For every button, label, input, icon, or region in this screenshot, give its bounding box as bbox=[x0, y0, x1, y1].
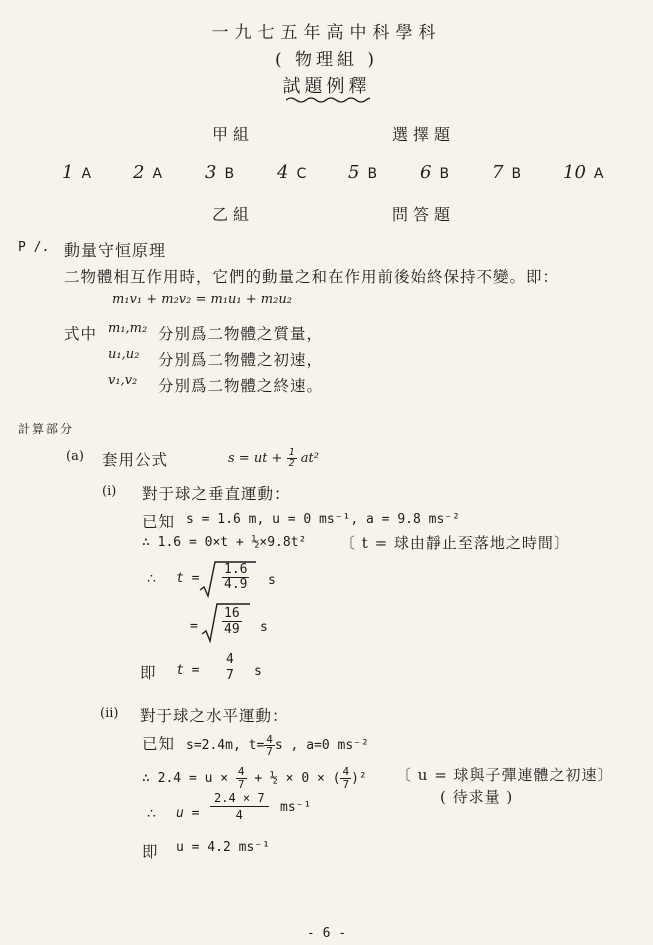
p1-where-prefix: 式中 bbox=[64, 325, 98, 343]
part-a-formula bbox=[228, 448, 319, 469]
part-ii-u-den: 4 bbox=[235, 808, 243, 822]
sqrt-1-den: 4.9 bbox=[224, 577, 248, 592]
part-i-ji: 即 bbox=[140, 664, 157, 682]
part-a-text: 套用公式 bbox=[102, 451, 169, 469]
sqrt-1-fraction bbox=[222, 563, 249, 592]
part-ii-step1-note2: ( 待求量 ) bbox=[440, 788, 514, 806]
sqrt-2-num: 16 bbox=[224, 606, 240, 621]
part-ii-label: (ii) bbox=[100, 706, 119, 721]
section-a-left-label: 甲組 bbox=[212, 125, 255, 144]
answer-10: 10 A bbox=[563, 162, 604, 183]
part-i-final-den: 7 bbox=[226, 668, 234, 683]
part-i-label: (i) bbox=[102, 484, 117, 499]
section-b-left-label: 乙組 bbox=[212, 205, 255, 224]
sqrt-2-unit: s bbox=[260, 620, 268, 635]
part-ii-given-prefix: 已知 bbox=[142, 735, 176, 753]
part-ii-u-unit: ms⁻¹ bbox=[280, 800, 312, 815]
p1-heading: 動量守恒原理 bbox=[64, 241, 167, 260]
calc-heading: 計算部分 bbox=[18, 422, 75, 436]
part-ii-given-b: s , a=0 ms⁻² bbox=[274, 738, 369, 753]
section-b-right-label: 問答題 bbox=[392, 205, 456, 224]
p1-where-1-vars: m₁,m₂ bbox=[108, 321, 148, 336]
part-ii-step1-note: 〔 u = 球與子彈連體之初速〕 bbox=[396, 766, 614, 784]
answer-2: 2 A bbox=[133, 162, 163, 183]
part-ii-u-num: 2.4 × 7 bbox=[210, 790, 269, 807]
p1-where-3-text: 分別爲二物體之終速。 bbox=[158, 377, 324, 395]
part-ii-given-a: s=2.4m, t= bbox=[186, 738, 265, 753]
part-i-t-eq: t = bbox=[176, 571, 200, 586]
p1-where-3-vars: v₁,v₂ bbox=[108, 373, 138, 388]
answer-7: 7 B bbox=[492, 162, 522, 183]
part-ii-step1-frac2: $\frac{4}{7}$ bbox=[342, 765, 350, 791]
answer-5: 5 B bbox=[348, 162, 378, 183]
answer-4: 4 C bbox=[277, 162, 307, 183]
sqrt-1-num: 1.6 bbox=[224, 562, 248, 577]
part-i-final-unit: s bbox=[254, 664, 262, 679]
part-ii-step1-b: + ½ × 0 × ( bbox=[254, 771, 341, 786]
part-ii-given bbox=[186, 734, 369, 757]
answer-3: 3 B bbox=[205, 162, 235, 183]
part-i-final-fraction bbox=[224, 652, 236, 684]
part-ii-final: u = 4.2 ms⁻¹ bbox=[176, 840, 270, 855]
part-i-t-eq2: t = bbox=[176, 663, 200, 678]
sqrt-2-fraction bbox=[222, 606, 242, 637]
part-ii-step1-frac1: $\frac{4}{7}$ bbox=[237, 765, 245, 791]
title-line-1: 一九七五年高中科學科 bbox=[211, 23, 442, 43]
p1-where-2-text: 分別爲二物體之初速， bbox=[158, 351, 324, 369]
part-i-given-prefix: 已知 bbox=[142, 513, 176, 531]
section-a-right-label: 選擇題 bbox=[392, 125, 456, 144]
p1-where-1-text: 分別爲二物體之質量， bbox=[158, 325, 324, 343]
part-ii-step1 bbox=[142, 766, 367, 791]
part-ii-u-fraction bbox=[210, 790, 269, 823]
part-a-label: (a) bbox=[66, 449, 84, 464]
part-i-given: s = 1.6 m, u = 0 ms⁻¹, a = 9.8 ms⁻² bbox=[186, 512, 460, 527]
p1-equation: m₁v₁ + m₂v₂ = m₁u₁ + m₂u₂ bbox=[112, 292, 292, 307]
part-i-step1-note: 〔 t = 球由靜止至落地之時間〕 bbox=[340, 534, 570, 552]
answer-1: 1 A bbox=[62, 162, 92, 183]
part-a-formula-tail: at² bbox=[300, 451, 319, 466]
part-ii-u-eq: u = bbox=[176, 806, 200, 821]
sqrt-2-eq: = bbox=[190, 619, 198, 634]
part-ii-given-frac: $\frac{4}{7}$ bbox=[266, 733, 273, 758]
question-marker: P /. bbox=[18, 240, 50, 255]
page-number: - 6 - bbox=[306, 926, 347, 941]
p1-where-2-vars: u₁,u₂ bbox=[108, 347, 140, 362]
part-i-therefore: ∴ bbox=[147, 571, 156, 587]
part-a-fraction: $\frac{1}{2}$ bbox=[288, 447, 295, 469]
title-line-3-text: 試題例釋 bbox=[282, 76, 371, 97]
part-ii-ji: 即 bbox=[142, 843, 159, 861]
p1-statement: 二物體相互作用時，它們的動量之和在作用前後始終保持不變。即： bbox=[64, 268, 560, 286]
sqrt-1-unit: s bbox=[268, 573, 276, 588]
wavy-underline bbox=[286, 96, 370, 104]
part-i-step1: ∴ 1.6 = 0×t + ½×9.8t² bbox=[142, 535, 307, 550]
part-i-title: 對于球之垂直運動： bbox=[142, 485, 291, 503]
part-ii-therefore: ∴ bbox=[147, 806, 156, 822]
title-line-2: ( 物理組 ) bbox=[274, 50, 379, 70]
part-ii-step1-a: ∴ 2.4 = u × bbox=[142, 771, 229, 786]
part-a-formula-head: s = ut + bbox=[228, 451, 283, 466]
part-ii-title: 對于球之水平運動： bbox=[140, 707, 289, 725]
part-ii-step1-c: )² bbox=[351, 771, 367, 786]
part-i-final-num: 4 bbox=[226, 652, 234, 667]
answer-6: 6 B bbox=[420, 162, 450, 183]
sqrt-2-den: 49 bbox=[224, 622, 240, 637]
